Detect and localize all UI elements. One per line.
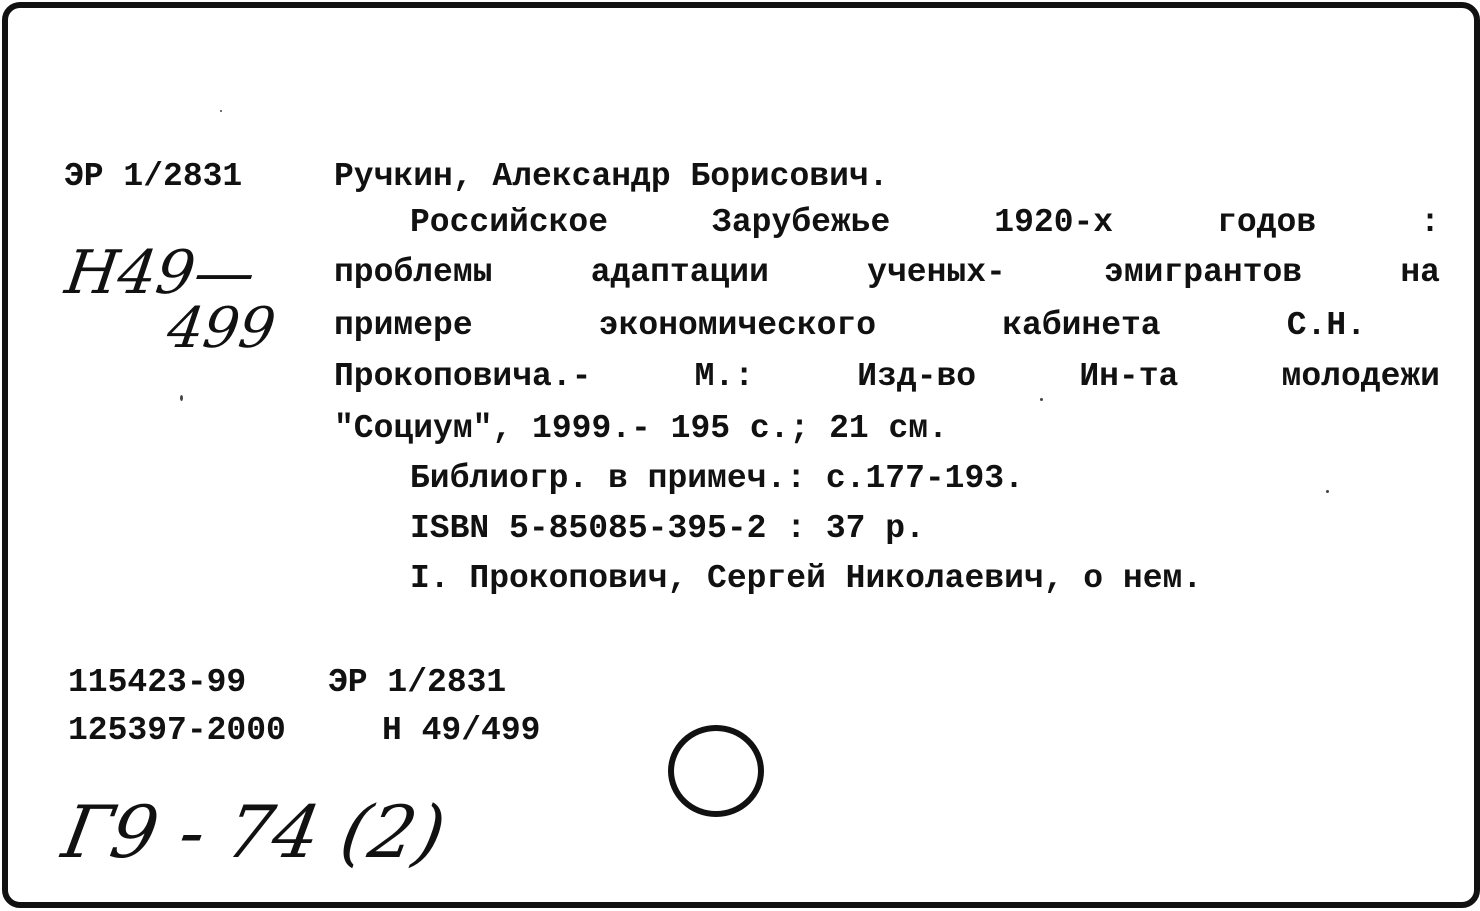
title-word: Российское xyxy=(410,204,609,241)
publisher-line: "Социум", 1999.- 195 с.; 21 см. xyxy=(334,410,948,447)
inventory-number: 125397-2000 xyxy=(68,712,286,749)
title-line-1 xyxy=(410,206,1440,239)
handwritten-side-note: Н49— xyxy=(61,238,260,308)
title-word: адаптации xyxy=(590,254,769,291)
title-word: экономического xyxy=(598,307,877,344)
inventory-number: 115423-99 xyxy=(68,664,247,701)
title-word: годов xyxy=(1217,204,1317,241)
title-word: Зарубежье xyxy=(712,204,891,241)
title-line-3 xyxy=(334,309,1366,342)
scan-speck xyxy=(1040,398,1043,401)
handwritten-bottom-note: Г9 - 74 (2) xyxy=(56,790,452,874)
call-number: ЭР 1/2831 xyxy=(64,158,243,195)
title-word: на xyxy=(1400,254,1440,291)
title-word: ученых- xyxy=(867,254,1006,291)
scan-speck xyxy=(220,110,222,112)
inventory-shelf: ЭР 1/2831 xyxy=(328,664,507,701)
scan-speck xyxy=(180,395,183,401)
subject-note: I. Прокопович, Сергей Николаевич, о нем. xyxy=(410,560,1203,597)
title-word: : xyxy=(1420,204,1440,241)
title-word: Ин-та xyxy=(1079,358,1179,395)
title-line-4 xyxy=(334,360,1440,393)
inventory-shelf: Н 49/499 xyxy=(382,712,541,749)
title-word: примере xyxy=(334,307,473,344)
title-word: Изд-во xyxy=(857,358,977,395)
title-word: молодежи xyxy=(1281,358,1440,395)
title-line-2 xyxy=(334,256,1440,289)
title-word: 1920-х xyxy=(994,204,1114,241)
isbn-note: ISBN 5-85085-395-2 : 37 р. xyxy=(410,510,925,547)
handwritten-side-note-sub: 499 xyxy=(163,296,280,361)
bibliography-note: Библиогр. в примеч.: с.177-193. xyxy=(410,460,1024,497)
card-hole-circle xyxy=(668,725,764,817)
title-word: С.Н. xyxy=(1286,307,1366,344)
title-word: кабинета xyxy=(1002,307,1161,344)
scan-speck xyxy=(1326,490,1329,493)
title-word: Прокоповича.- xyxy=(334,358,592,395)
author-heading: Ручкин, Александр Борисович. xyxy=(334,158,889,195)
title-word: проблемы xyxy=(334,254,493,291)
title-word: М.: xyxy=(694,358,755,395)
title-word: эмигрантов xyxy=(1104,254,1303,291)
